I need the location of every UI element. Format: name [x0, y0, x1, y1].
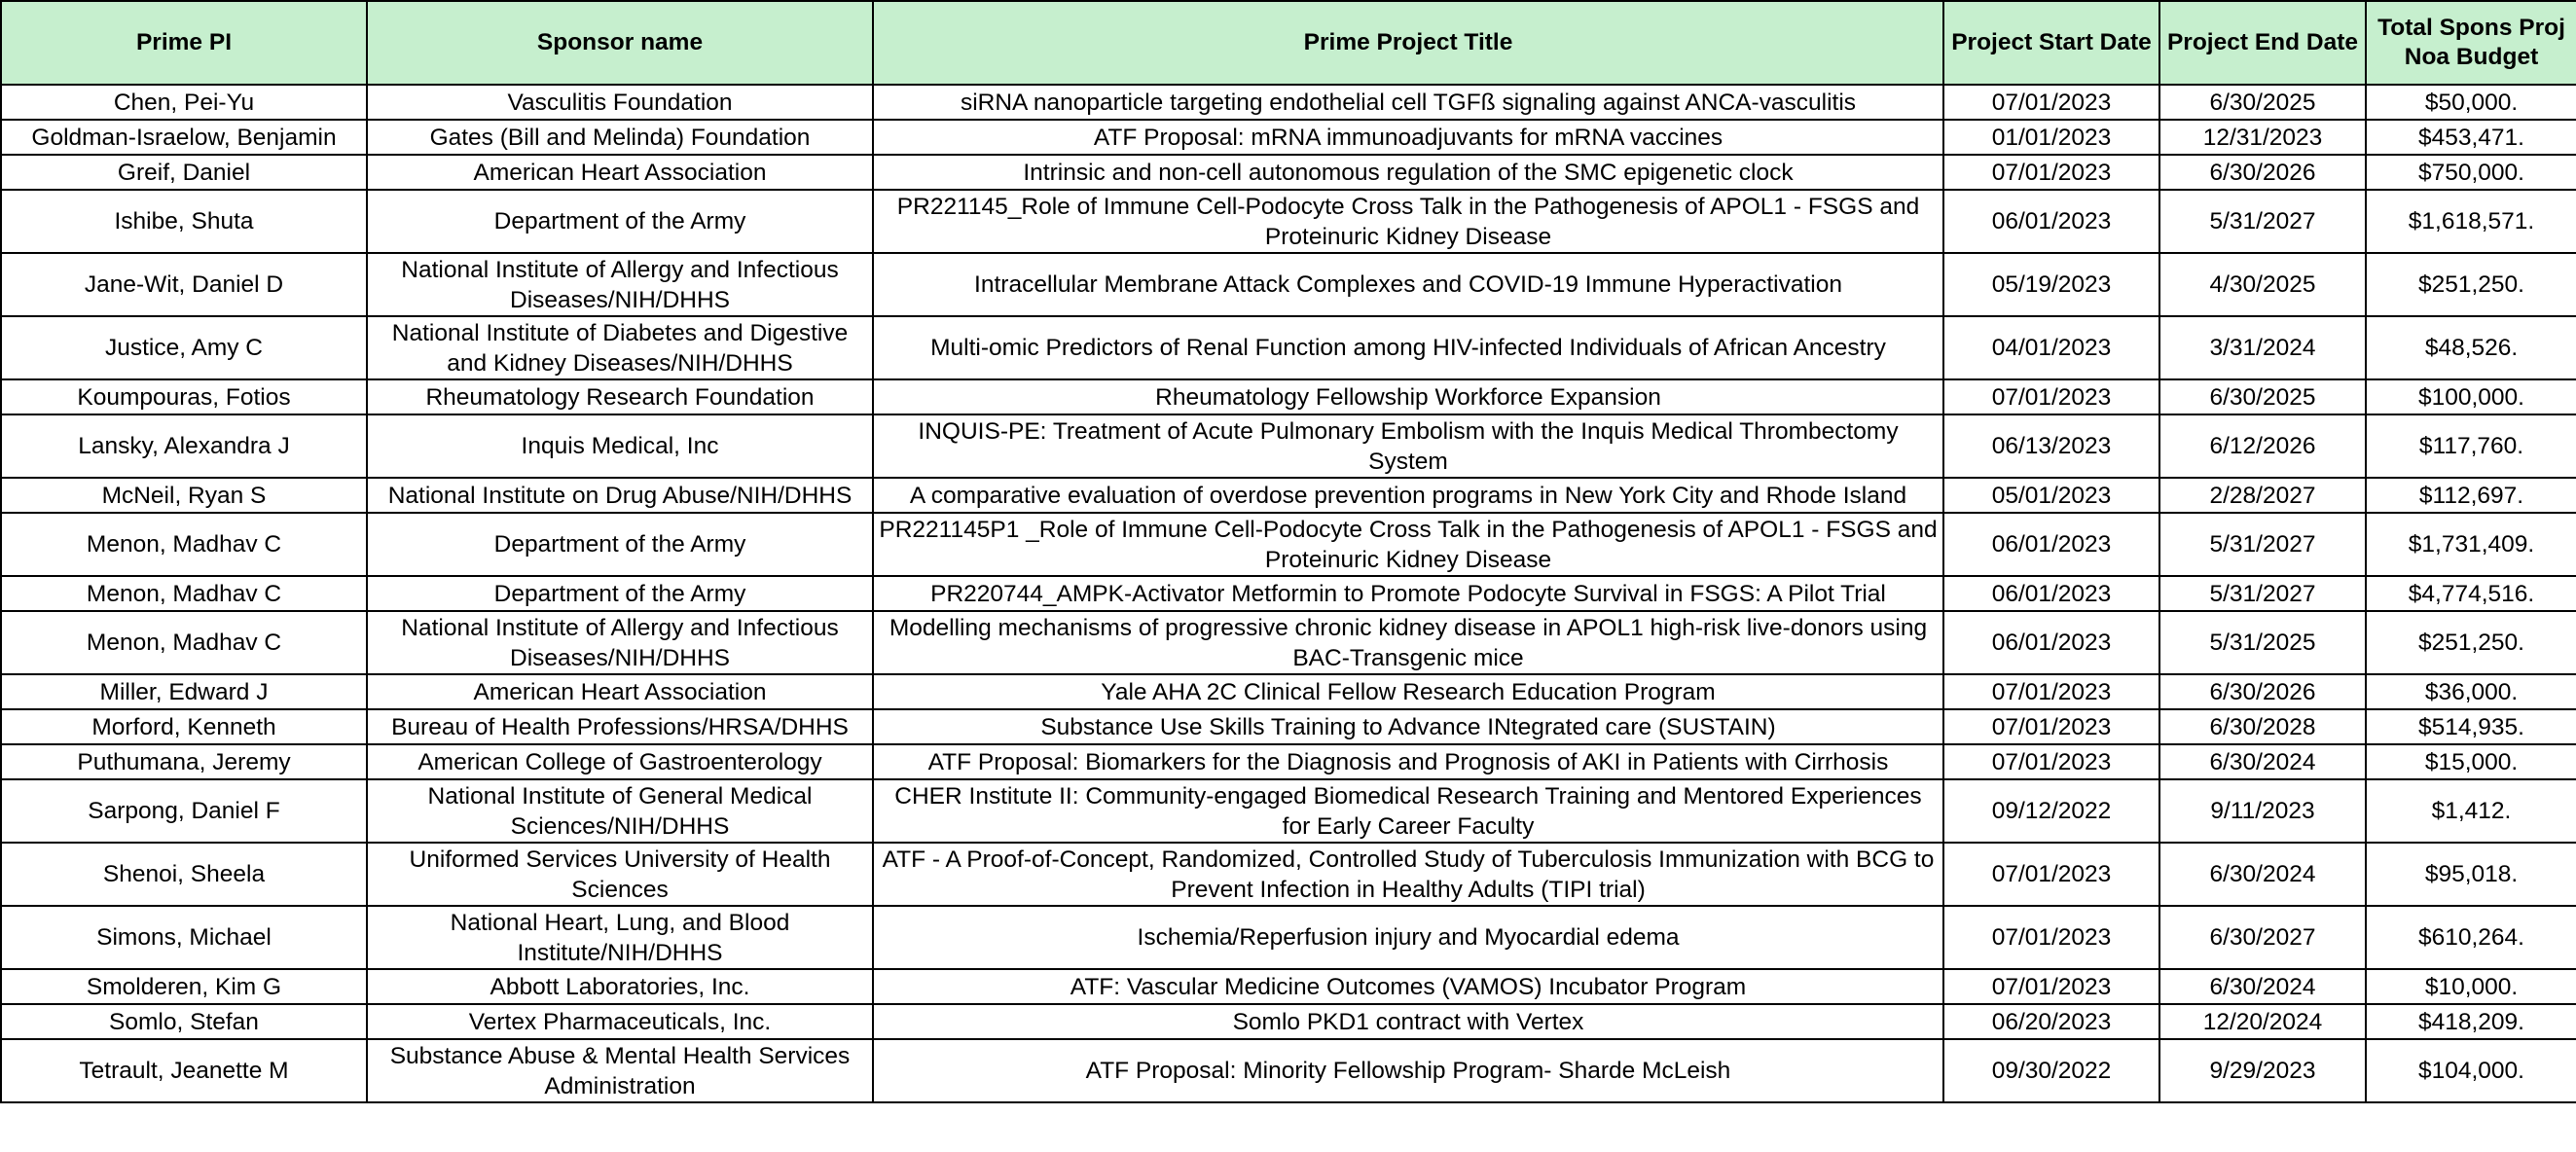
cell-end-date[interactable]: 6/30/2024 — [2159, 969, 2366, 1004]
cell-sponsor-name[interactable]: National Heart, Lung, and Blood Institute/NIH/DHHS — [367, 906, 873, 969]
cell-sponsor-name[interactable]: National Institute on Drug Abuse/NIH/DHHS — [367, 478, 873, 513]
column-header-prime-pi[interactable]: Prime PI — [1, 1, 367, 85]
table-row — [1, 576, 2576, 611]
cell-budget[interactable]: $112,697. — [2366, 478, 2576, 513]
column-header-budget[interactable]: Total Spons Proj Noa Budget — [2366, 1, 2576, 85]
cell-budget[interactable]: $514,935. — [2366, 709, 2576, 744]
cell-budget[interactable]: $453,471. — [2366, 120, 2576, 155]
table-row — [1, 513, 2576, 576]
cell-project-title[interactable]: CHER Institute II: Community-engaged Biomedical Research Training and Mentored Experiences for Early Career Faculty — [873, 779, 1943, 843]
cell-prime-pi[interactable]: Miller, Edward J — [1, 674, 367, 709]
cell-prime-pi[interactable]: Smolderen, Kim G — [1, 969, 367, 1004]
cell-budget[interactable]: $10,000. — [2366, 969, 2576, 1004]
cell-project-title[interactable]: ATF - A Proof-of-Concept, Randomized, Controlled Study of Tuberculosis Immunization with BCG to Prevent Infection in Healthy Adults (TIPI trial) — [873, 843, 1943, 906]
table-body — [1, 85, 2576, 1102]
table-row — [1, 906, 2576, 969]
cell-prime-pi[interactable]: Shenoi, Sheela — [1, 843, 367, 906]
cell-sponsor-name[interactable]: American Heart Association — [367, 155, 873, 190]
cell-budget[interactable]: $418,209. — [2366, 1004, 2576, 1039]
cell-project-title[interactable]: ATF Proposal: Minority Fellowship Program- Sharde McLeish — [873, 1039, 1943, 1102]
cell-end-date[interactable]: 12/20/2024 — [2159, 1004, 2366, 1039]
cell-end-date[interactable]: 5/31/2027 — [2159, 190, 2366, 253]
table-row — [1, 120, 2576, 155]
cell-budget[interactable]: $15,000. — [2366, 744, 2576, 779]
cell-sponsor-name[interactable]: National Institute of Allergy and Infectious Diseases/NIH/DHHS — [367, 611, 873, 674]
table-row — [1, 316, 2576, 379]
table-row — [1, 1004, 2576, 1039]
table-row — [1, 744, 2576, 779]
cell-start-date[interactable]: 06/20/2023 — [1943, 1004, 2159, 1039]
cell-end-date[interactable]: 6/30/2024 — [2159, 744, 2366, 779]
table-row — [1, 155, 2576, 190]
cell-project-title[interactable]: Multi-omic Predictors of Renal Function among HIV-infected Individuals of African Ancestry — [873, 316, 1943, 379]
cell-sponsor-name[interactable]: Department of the Army — [367, 190, 873, 253]
cell-budget[interactable]: $100,000. — [2366, 379, 2576, 414]
cell-project-title[interactable]: Modelling mechanisms of progressive chronic kidney disease in APOL1 high-risk live-donors using BAC-Transgenic mice — [873, 611, 1943, 674]
column-header-end-date[interactable]: Project End Date — [2159, 1, 2366, 85]
table-row — [1, 969, 2576, 1004]
cell-prime-pi[interactable]: Lansky, Alexandra J — [1, 414, 367, 478]
cell-start-date[interactable]: 07/01/2023 — [1943, 906, 2159, 969]
cell-end-date[interactable]: 6/30/2028 — [2159, 709, 2366, 744]
table-row — [1, 379, 2576, 414]
cell-sponsor-name[interactable]: Abbott Laboratories, Inc. — [367, 969, 873, 1004]
cell-prime-pi[interactable]: Chen, Pei-Yu — [1, 85, 367, 120]
cell-prime-pi[interactable]: McNeil, Ryan S — [1, 478, 367, 513]
cell-start-date[interactable]: 06/01/2023 — [1943, 190, 2159, 253]
cell-budget[interactable]: $36,000. — [2366, 674, 2576, 709]
cell-end-date[interactable]: 5/31/2027 — [2159, 513, 2366, 576]
column-header-project-title[interactable]: Prime Project Title — [873, 1, 1943, 85]
table-row — [1, 843, 2576, 906]
cell-budget[interactable]: $4,774,516. — [2366, 576, 2576, 611]
cell-budget[interactable]: $48,526. — [2366, 316, 2576, 379]
cell-start-date[interactable]: 07/01/2023 — [1943, 969, 2159, 1004]
cell-end-date[interactable]: 5/31/2027 — [2159, 576, 2366, 611]
cell-end-date[interactable]: 9/11/2023 — [2159, 779, 2366, 843]
cell-project-title[interactable]: siRNA nanoparticle targeting endothelial cell TGFß signaling against ANCA-vasculitis — [873, 85, 1943, 120]
cell-sponsor-name[interactable]: Substance Abuse & Mental Health Services Administration — [367, 1039, 873, 1102]
cell-sponsor-name[interactable]: Bureau of Health Professions/HRSA/DHHS — [367, 709, 873, 744]
cell-prime-pi[interactable]: Tetrault, Jeanette M — [1, 1039, 367, 1102]
cell-prime-pi[interactable]: Ishibe, Shuta — [1, 190, 367, 253]
cell-start-date[interactable]: 09/30/2022 — [1943, 1039, 2159, 1102]
cell-project-title[interactable]: PR221145P1 _Role of Immune Cell-Podocyte Cross Talk in the Pathogenesis of APOL1 - FSGS and Proteinuric Kidney Disease — [873, 513, 1943, 576]
cell-sponsor-name[interactable]: National Institute of Diabetes and Digestive and Kidney Diseases/NIH/DHHS — [367, 316, 873, 379]
cell-prime-pi[interactable]: Menon, Madhav C — [1, 611, 367, 674]
cell-start-date[interactable]: 06/01/2023 — [1943, 513, 2159, 576]
cell-project-title[interactable]: ATF Proposal: mRNA immunoadjuvants for mRNA vaccines — [873, 120, 1943, 155]
cell-budget[interactable]: $251,250. — [2366, 611, 2576, 674]
cell-end-date[interactable]: 6/30/2027 — [2159, 906, 2366, 969]
cell-sponsor-name[interactable]: Inquis Medical, Inc — [367, 414, 873, 478]
cell-prime-pi[interactable]: Morford, Kenneth — [1, 709, 367, 744]
cell-prime-pi[interactable]: Menon, Madhav C — [1, 513, 367, 576]
cell-end-date[interactable]: 6/30/2025 — [2159, 379, 2366, 414]
cell-start-date[interactable]: 05/19/2023 — [1943, 253, 2159, 316]
cell-sponsor-name[interactable]: American College of Gastroenterology — [367, 744, 873, 779]
cell-start-date[interactable]: 04/01/2023 — [1943, 316, 2159, 379]
cell-prime-pi[interactable]: Goldman-Israelow, Benjamin — [1, 120, 367, 155]
cell-project-title[interactable]: Yale AHA 2C Clinical Fellow Research Education Program — [873, 674, 1943, 709]
cell-end-date[interactable]: 6/30/2025 — [2159, 85, 2366, 120]
cell-project-title[interactable]: Intracellular Membrane Attack Complexes and COVID-19 Immune Hyperactivation — [873, 253, 1943, 316]
cell-start-date[interactable]: 07/01/2023 — [1943, 674, 2159, 709]
header-row — [1, 1, 2576, 85]
cell-sponsor-name[interactable]: Vasculitis Foundation — [367, 85, 873, 120]
cell-prime-pi[interactable]: Puthumana, Jeremy — [1, 744, 367, 779]
cell-project-title[interactable]: Substance Use Skills Training to Advance INtegrated care (SUSTAIN) — [873, 709, 1943, 744]
table-row — [1, 414, 2576, 478]
cell-start-date[interactable]: 06/01/2023 — [1943, 611, 2159, 674]
cell-project-title[interactable]: A comparative evaluation of overdose prevention programs in New York City and Rhode Island — [873, 478, 1943, 513]
table-row — [1, 1039, 2576, 1102]
cell-start-date[interactable]: 07/01/2023 — [1943, 709, 2159, 744]
cell-sponsor-name[interactable]: Vertex Pharmaceuticals, Inc. — [367, 1004, 873, 1039]
cell-budget[interactable]: $104,000. — [2366, 1039, 2576, 1102]
table-row — [1, 709, 2576, 744]
cell-end-date[interactable]: 6/30/2026 — [2159, 674, 2366, 709]
cell-start-date[interactable]: 06/01/2023 — [1943, 576, 2159, 611]
cell-prime-pi[interactable]: Menon, Madhav C — [1, 576, 367, 611]
table-row — [1, 611, 2576, 674]
table-header — [1, 1, 2576, 85]
cell-project-title[interactable]: Somlo PKD1 contract with Vertex — [873, 1004, 1943, 1039]
cell-budget[interactable]: $95,018. — [2366, 843, 2576, 906]
table-row — [1, 478, 2576, 513]
cell-budget[interactable]: $50,000. — [2366, 85, 2576, 120]
cell-start-date[interactable]: 05/01/2023 — [1943, 478, 2159, 513]
cell-budget[interactable]: $1,731,409. — [2366, 513, 2576, 576]
cell-start-date[interactable]: 07/01/2023 — [1943, 744, 2159, 779]
cell-prime-pi[interactable]: Sarpong, Daniel F — [1, 779, 367, 843]
cell-start-date[interactable]: 07/01/2023 — [1943, 379, 2159, 414]
cell-prime-pi[interactable]: Justice, Amy C — [1, 316, 367, 379]
table-row — [1, 190, 2576, 253]
cell-end-date[interactable]: 3/31/2024 — [2159, 316, 2366, 379]
cell-sponsor-name[interactable]: National Institute of General Medical Sciences/NIH/DHHS — [367, 779, 873, 843]
cell-end-date[interactable]: 6/30/2026 — [2159, 155, 2366, 190]
cell-sponsor-name[interactable]: American Heart Association — [367, 674, 873, 709]
cell-sponsor-name[interactable]: Gates (Bill and Melinda) Foundation — [367, 120, 873, 155]
table-row — [1, 779, 2576, 843]
column-header-start-date[interactable]: Project Start Date — [1943, 1, 2159, 85]
cell-prime-pi[interactable]: Koumpouras, Fotios — [1, 379, 367, 414]
cell-sponsor-name[interactable]: Department of the Army — [367, 513, 873, 576]
cell-project-title[interactable]: PR221145_Role of Immune Cell-Podocyte Cross Talk in the Pathogenesis of APOL1 - FSGS and Proteinuric Kidney Disease — [873, 190, 1943, 253]
cell-end-date[interactable]: 6/12/2026 — [2159, 414, 2366, 478]
cell-project-title[interactable]: ATF: Vascular Medicine Outcomes (VAMOS) Incubator Program — [873, 969, 1943, 1004]
table-row — [1, 85, 2576, 120]
cell-project-title[interactable]: INQUIS-PE: Treatment of Acute Pulmonary Embolism with the Inquis Medical Thrombectomy System — [873, 414, 1943, 478]
table-row — [1, 253, 2576, 316]
cell-project-title[interactable]: PR220744_AMPK-Activator Metformin to Promote Podocyte Survival in FSGS: A Pilot Trial — [873, 576, 1943, 611]
cell-end-date[interactable]: 12/31/2023 — [2159, 120, 2366, 155]
cell-sponsor-name[interactable]: National Institute of Allergy and Infectious Diseases/NIH/DHHS — [367, 253, 873, 316]
cell-budget[interactable]: $1,618,571. — [2366, 190, 2576, 253]
cell-project-title[interactable]: Intrinsic and non-cell autonomous regulation of the SMC epigenetic clock — [873, 155, 1943, 190]
cell-start-date[interactable]: 07/01/2023 — [1943, 155, 2159, 190]
cell-prime-pi[interactable]: Greif, Daniel — [1, 155, 367, 190]
cell-start-date[interactable]: 06/13/2023 — [1943, 414, 2159, 478]
cell-budget[interactable]: $610,264. — [2366, 906, 2576, 969]
cell-start-date[interactable]: 07/01/2023 — [1943, 85, 2159, 120]
cell-budget[interactable]: $117,760. — [2366, 414, 2576, 478]
cell-budget[interactable]: $750,000. — [2366, 155, 2576, 190]
cell-end-date[interactable]: 4/30/2025 — [2159, 253, 2366, 316]
cell-start-date[interactable]: 01/01/2023 — [1943, 120, 2159, 155]
cell-sponsor-name[interactable]: Uniformed Services University of Health Sciences — [367, 843, 873, 906]
cell-sponsor-name[interactable]: Rheumatology Research Foundation — [367, 379, 873, 414]
cell-prime-pi[interactable]: Simons, Michael — [1, 906, 367, 969]
column-header-sponsor-name[interactable]: Sponsor name — [367, 1, 873, 85]
cell-start-date[interactable]: 09/12/2022 — [1943, 779, 2159, 843]
cell-budget[interactable]: $251,250. — [2366, 253, 2576, 316]
cell-prime-pi[interactable]: Somlo, Stefan — [1, 1004, 367, 1039]
cell-end-date[interactable]: 5/31/2025 — [2159, 611, 2366, 674]
cell-end-date[interactable]: 6/30/2024 — [2159, 843, 2366, 906]
cell-project-title[interactable]: Ischemia/Reperfusion injury and Myocardial edema — [873, 906, 1943, 969]
cell-sponsor-name[interactable]: Department of the Army — [367, 576, 873, 611]
cell-budget[interactable]: $1,412. — [2366, 779, 2576, 843]
cell-start-date[interactable]: 07/01/2023 — [1943, 843, 2159, 906]
cell-prime-pi[interactable]: Jane-Wit, Daniel D — [1, 253, 367, 316]
table-row — [1, 674, 2576, 709]
cell-end-date[interactable]: 9/29/2023 — [2159, 1039, 2366, 1102]
cell-project-title[interactable]: ATF Proposal: Biomarkers for the Diagnosis and Prognosis of AKI in Patients with Cirrhosis — [873, 744, 1943, 779]
cell-end-date[interactable]: 2/28/2027 — [2159, 478, 2366, 513]
cell-project-title[interactable]: Rheumatology Fellowship Workforce Expansion — [873, 379, 1943, 414]
